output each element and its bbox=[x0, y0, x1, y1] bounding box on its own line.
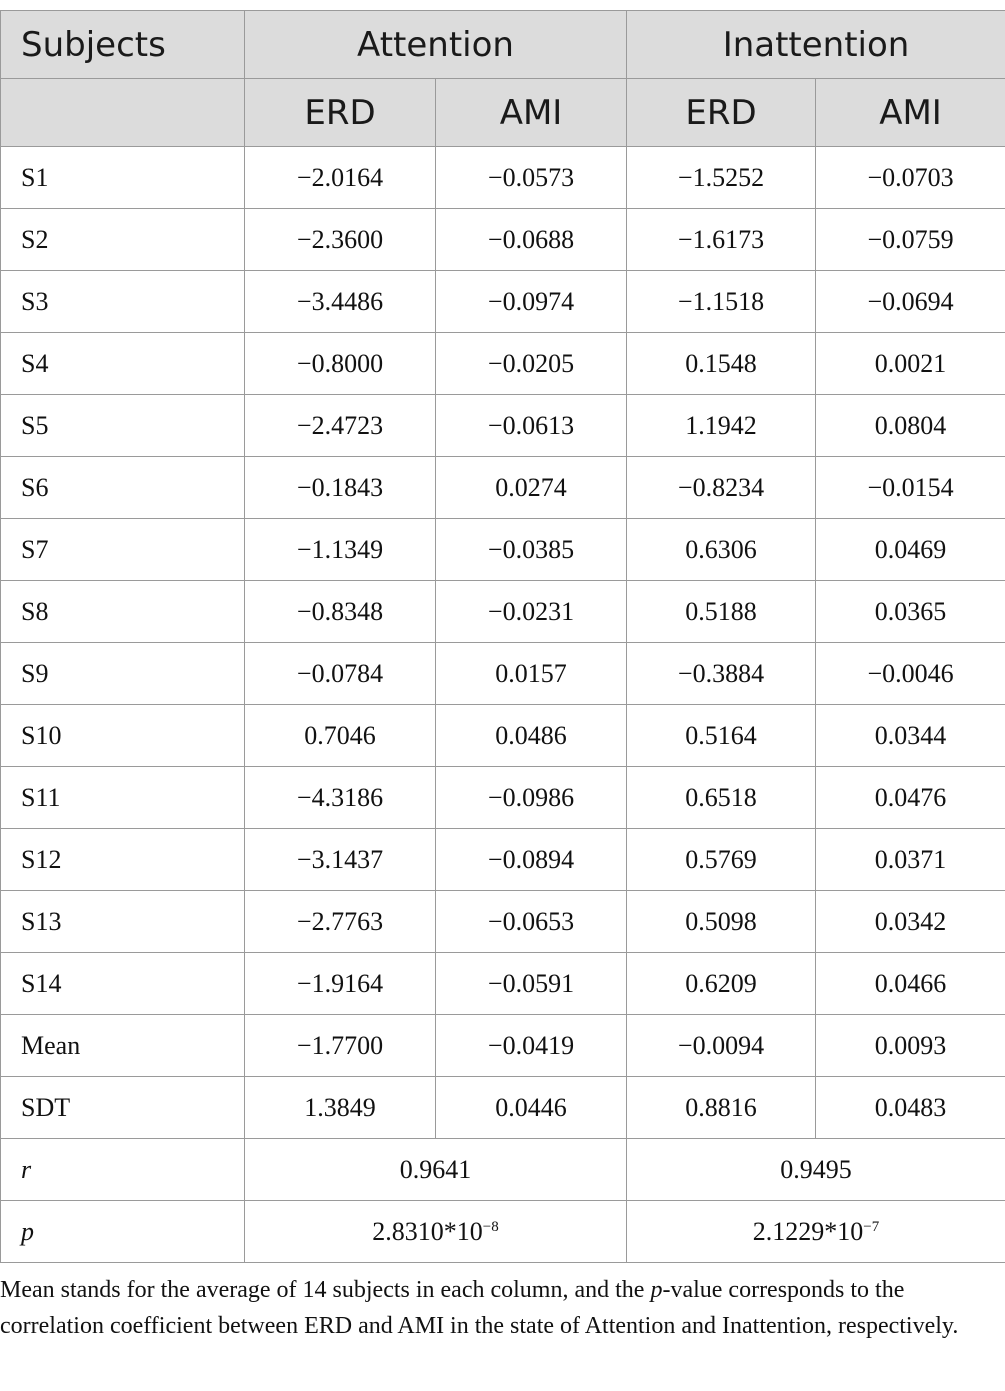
attention-erd-cell: −2.0164 bbox=[245, 147, 436, 209]
inattention-ami-cell: 0.0365 bbox=[816, 581, 1005, 643]
inattention-ami-cell: 0.0342 bbox=[816, 891, 1005, 953]
table-row bbox=[1, 147, 1005, 209]
inattention-erd-cell: 0.5769 bbox=[627, 829, 816, 891]
attention-ami-cell: −0.0613 bbox=[436, 395, 627, 457]
attention-ami-cell: −0.0573 bbox=[436, 147, 627, 209]
p-inattention-exponent: −7 bbox=[863, 1218, 880, 1235]
attention-ami-cell: 0.0486 bbox=[436, 705, 627, 767]
footnote-p-italic: p bbox=[650, 1277, 663, 1303]
inattention-ami-cell: −0.0154 bbox=[816, 457, 1005, 519]
attention-ami-cell: −0.0419 bbox=[436, 1015, 627, 1077]
attention-erd-cell: −3.1437 bbox=[245, 829, 436, 891]
attention-erd-cell: −4.3186 bbox=[245, 767, 436, 829]
row-label: S4 bbox=[1, 333, 245, 395]
table-row bbox=[1, 209, 1005, 271]
inattention-erd-cell: −0.3884 bbox=[627, 643, 816, 705]
p-attention bbox=[245, 1201, 627, 1263]
inattention-erd-cell: 0.8816 bbox=[627, 1077, 816, 1139]
table-row bbox=[1, 643, 1005, 705]
inattention-ami-cell: 0.0466 bbox=[816, 953, 1005, 1015]
attention-erd-cell: −2.4723 bbox=[245, 395, 436, 457]
table-row bbox=[1, 1015, 1005, 1077]
row-label: S6 bbox=[1, 457, 245, 519]
row-label: S1 bbox=[1, 147, 245, 209]
row-label: S11 bbox=[1, 767, 245, 829]
r-label: r bbox=[1, 1139, 245, 1201]
inattention-ami-cell: 0.0476 bbox=[816, 767, 1005, 829]
table-row bbox=[1, 891, 1005, 953]
attention-ami-cell: −0.0231 bbox=[436, 581, 627, 643]
table-footnote bbox=[0, 1272, 1000, 1344]
attention-erd-cell: −0.8000 bbox=[245, 333, 436, 395]
row-label: S3 bbox=[1, 271, 245, 333]
p-attention-base: 2.8310*10 bbox=[372, 1216, 483, 1246]
inattention-erd-cell: −1.1518 bbox=[627, 271, 816, 333]
header-attention-ami: AMI bbox=[436, 79, 627, 147]
attention-ami-cell: 0.0274 bbox=[436, 457, 627, 519]
footnote-text-1: Mean stands for the average of 14 subjects in each column, and the bbox=[0, 1277, 651, 1303]
table-row bbox=[1, 395, 1005, 457]
row-label: S9 bbox=[1, 643, 245, 705]
inattention-erd-cell: −1.5252 bbox=[627, 147, 816, 209]
inattention-erd-cell: 0.6209 bbox=[627, 953, 816, 1015]
attention-erd-cell: −2.3600 bbox=[245, 209, 436, 271]
attention-erd-cell: −3.4486 bbox=[245, 271, 436, 333]
inattention-ami-cell: 0.0483 bbox=[816, 1077, 1005, 1139]
table-row bbox=[1, 829, 1005, 891]
r-inattention: 0.9495 bbox=[627, 1139, 1005, 1201]
attention-erd-cell: −1.1349 bbox=[245, 519, 436, 581]
attention-erd-cell: −0.0784 bbox=[245, 643, 436, 705]
inattention-ami-cell: 0.0371 bbox=[816, 829, 1005, 891]
attention-erd-cell: 1.3849 bbox=[245, 1077, 436, 1139]
header-inattention-erd: ERD bbox=[627, 79, 816, 147]
header-row-groups bbox=[1, 11, 1005, 79]
row-label: S2 bbox=[1, 209, 245, 271]
attention-ami-cell: 0.0157 bbox=[436, 643, 627, 705]
row-label: Mean bbox=[1, 1015, 245, 1077]
p-label: p bbox=[1, 1201, 245, 1263]
attention-ami-cell: −0.0205 bbox=[436, 333, 627, 395]
table-row bbox=[1, 333, 1005, 395]
table-row bbox=[1, 519, 1005, 581]
table-row bbox=[1, 1077, 1005, 1139]
attention-ami-cell: −0.0986 bbox=[436, 767, 627, 829]
attention-erd-cell: −0.1843 bbox=[245, 457, 436, 519]
r-row bbox=[1, 1139, 1005, 1201]
table-row bbox=[1, 271, 1005, 333]
attention-ami-cell: −0.0591 bbox=[436, 953, 627, 1015]
table-row bbox=[1, 457, 1005, 519]
results-table bbox=[0, 10, 1005, 1263]
footnote-text-2: -value corresponds to the correlation coefficient between ERD and AMI in the state of Attention and Inattention, respectively. bbox=[0, 1277, 959, 1339]
header-row-measures bbox=[1, 79, 1005, 147]
attention-erd-cell: −1.7700 bbox=[245, 1015, 436, 1077]
inattention-erd-cell: 0.6518 bbox=[627, 767, 816, 829]
row-label: S10 bbox=[1, 705, 245, 767]
inattention-erd-cell: 0.1548 bbox=[627, 333, 816, 395]
table-body bbox=[1, 147, 1005, 1263]
attention-ami-cell: −0.0385 bbox=[436, 519, 627, 581]
header-subjects: Subjects bbox=[1, 11, 245, 79]
inattention-erd-cell: −0.8234 bbox=[627, 457, 816, 519]
inattention-ami-cell: −0.0694 bbox=[816, 271, 1005, 333]
attention-erd-cell: −0.8348 bbox=[245, 581, 436, 643]
header-inattention: Inattention bbox=[627, 11, 1005, 79]
inattention-erd-cell: −1.6173 bbox=[627, 209, 816, 271]
inattention-erd-cell: −0.0094 bbox=[627, 1015, 816, 1077]
header-inattention-ami: AMI bbox=[816, 79, 1005, 147]
inattention-ami-cell: 0.0469 bbox=[816, 519, 1005, 581]
inattention-erd-cell: 0.5164 bbox=[627, 705, 816, 767]
row-label: SDT bbox=[1, 1077, 245, 1139]
inattention-erd-cell: 0.5098 bbox=[627, 891, 816, 953]
inattention-ami-cell: −0.0046 bbox=[816, 643, 1005, 705]
inattention-ami-cell: 0.0093 bbox=[816, 1015, 1005, 1077]
table-row bbox=[1, 953, 1005, 1015]
attention-ami-cell: −0.0688 bbox=[436, 209, 627, 271]
attention-ami-cell: −0.0894 bbox=[436, 829, 627, 891]
inattention-ami-cell: −0.0703 bbox=[816, 147, 1005, 209]
row-label: S5 bbox=[1, 395, 245, 457]
table-row bbox=[1, 705, 1005, 767]
inattention-ami-cell: −0.0759 bbox=[816, 209, 1005, 271]
inattention-ami-cell: 0.0804 bbox=[816, 395, 1005, 457]
table-header bbox=[1, 11, 1005, 147]
row-label: S13 bbox=[1, 891, 245, 953]
attention-ami-cell: −0.0653 bbox=[436, 891, 627, 953]
inattention-ami-cell: 0.0021 bbox=[816, 333, 1005, 395]
attention-erd-cell: 0.7046 bbox=[245, 705, 436, 767]
row-label: S7 bbox=[1, 519, 245, 581]
header-attention: Attention bbox=[245, 11, 627, 79]
row-label: S12 bbox=[1, 829, 245, 891]
table-row bbox=[1, 581, 1005, 643]
header-empty-cell bbox=[1, 79, 245, 147]
row-label: S14 bbox=[1, 953, 245, 1015]
inattention-erd-cell: 0.5188 bbox=[627, 581, 816, 643]
p-inattention bbox=[627, 1201, 1005, 1263]
p-inattention-base: 2.1229*10 bbox=[752, 1216, 864, 1246]
p-attention-exponent: −8 bbox=[482, 1218, 499, 1235]
p-row bbox=[1, 1201, 1005, 1263]
r-attention: 0.9641 bbox=[245, 1139, 627, 1201]
attention-erd-cell: −1.9164 bbox=[245, 953, 436, 1015]
attention-ami-cell: −0.0974 bbox=[436, 271, 627, 333]
row-label: S8 bbox=[1, 581, 245, 643]
header-attention-erd: ERD bbox=[245, 79, 436, 147]
table-row bbox=[1, 767, 1005, 829]
attention-erd-cell: −2.7763 bbox=[245, 891, 436, 953]
attention-ami-cell: 0.0446 bbox=[436, 1077, 627, 1139]
inattention-erd-cell: 0.6306 bbox=[627, 519, 816, 581]
inattention-erd-cell: 1.1942 bbox=[627, 395, 816, 457]
inattention-ami-cell: 0.0344 bbox=[816, 705, 1005, 767]
